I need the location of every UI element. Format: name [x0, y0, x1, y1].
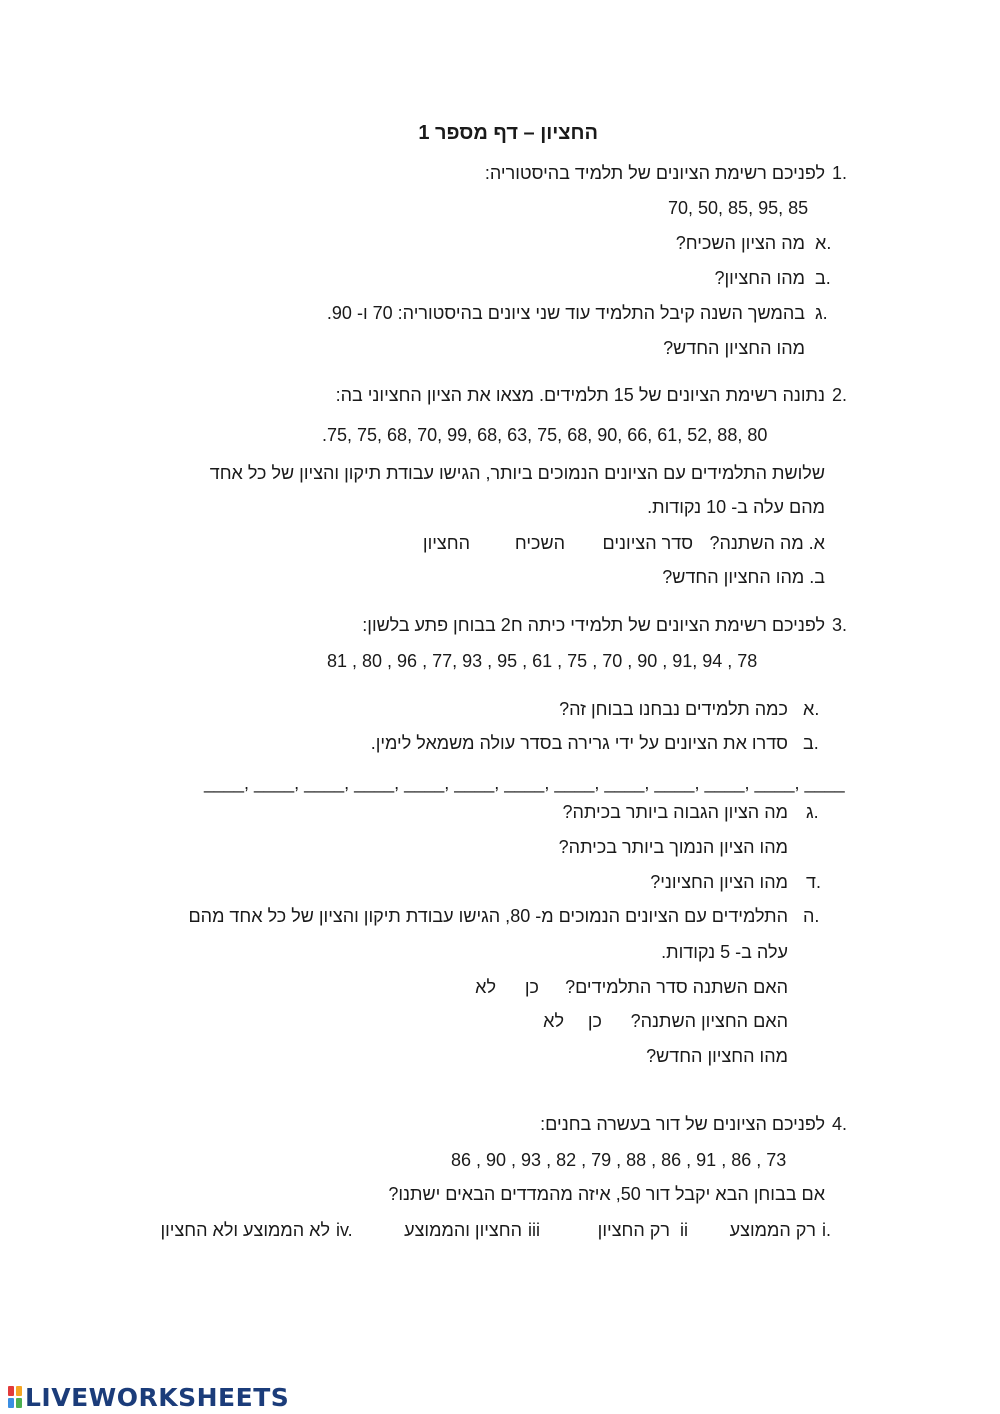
q2-option-order[interactable]: סדר הציונים — [602, 533, 693, 553]
q1-b-text: מהו החציון? — [714, 268, 805, 288]
q3-c-text: מה הציון הגבוה ביותר בכיתה? — [562, 802, 788, 822]
q3-c-label: ג. — [806, 802, 819, 822]
logo-square-blue — [8, 1398, 14, 1408]
q1-grades: 70, 50, 85, 95, 85 — [668, 198, 809, 218]
q3-e-order-yes[interactable]: כן — [524, 977, 539, 997]
q3-number: 3. — [832, 615, 848, 635]
q4-grades: 86 , 90 , 93 , 82 , 79 , 88 , 86 , 91 , 86 , 73 — [451, 1150, 787, 1170]
q2-text: נתונה רשימת הציונים של 15 תלמידים. מצאו את הציון החציוני בה: — [335, 385, 825, 405]
q3-e-label: ה. — [803, 906, 820, 926]
q4-option-ii-label: ii — [680, 1220, 688, 1240]
q3-a-text: כמה תלמידים נבחנו בבוחן זה? — [559, 699, 788, 719]
q4-option-iii-label: iii — [528, 1220, 540, 1240]
q3-c-lowest: מהו הציון הנמוך ביותר בכיתה? — [558, 837, 788, 857]
q2-option-mode[interactable]: השכיח — [514, 533, 565, 553]
q2-paragraph-line2: מהם עלה ב- 10 נקודות. — [647, 497, 825, 517]
q3-text: לפניכם רשימת הציונים של תלמידי כיתה ח2 בבוחן פתע בלשון: — [362, 615, 825, 635]
q4-option-i-label: i. — [822, 1220, 831, 1240]
logo-mark-icon — [8, 1386, 22, 1408]
q3-e-text-line2: עלה ב- 5 נקודות. — [661, 942, 788, 962]
q3-grades: 81 , 80 , 96 , 77, 93 , 95 , 61 , 75 , 70 , 90 , 91, 94 , 78 — [327, 651, 758, 671]
q3-e-median-no[interactable]: לא — [543, 1011, 564, 1031]
logo-square-red — [8, 1386, 14, 1396]
page-title: החציון – דף מספר 1 — [418, 122, 598, 144]
q2-b-text: ב. מהו החציון החדש? — [662, 567, 825, 587]
q1-number: 1. — [832, 163, 848, 183]
q3-a-label: א. — [803, 699, 820, 719]
q3-e-median-question: האם החציון השתנה? — [630, 1011, 788, 1031]
q3-e-new-median: מהו החציון החדש? — [646, 1046, 788, 1066]
q4-number: 4. — [832, 1114, 848, 1134]
q1-text: לפניכם רשימת הציונים של תלמיד בהיסטוריה: — [484, 163, 825, 183]
q3-e-median-yes[interactable]: כן — [587, 1011, 602, 1031]
q4-text: לפניכם הציונים של דור בעשרה בחנים: — [540, 1114, 825, 1134]
q4-option-ii[interactable]: רק החציון — [597, 1220, 670, 1240]
q4-option-i[interactable]: רק הממוצע — [729, 1220, 816, 1240]
q4-option-iv[interactable]: לא הממוצע ולא החציון — [160, 1220, 330, 1240]
q3-e-order-question: האם השתנה סדר התלמידים? — [565, 977, 788, 997]
q3-d-text: מהו הציון החציוני? — [650, 872, 788, 892]
q3-d-label: ד. — [806, 872, 821, 892]
q3-b-label: ב. — [803, 733, 819, 753]
q1-a-text: מה הציון השכיח? — [675, 233, 805, 253]
q2-number: 2. — [832, 385, 848, 405]
q2-grades: .75, 75, 68, 70, 99, 68, 63, 75, 68, 90, 66, 61, 52, 88, 80 — [322, 425, 768, 445]
q1-c-text: בהמשך השנה קיבל התלמיד עוד שני ציונים בהיסטוריה: 70 ו- 90. — [326, 303, 805, 323]
q4-option-iii[interactable]: החציון והממוצע — [404, 1220, 522, 1240]
q3-b-text: סדרו את הציונים על ידי גרירה בסדר עולה משמאל לימין. — [370, 733, 788, 753]
logo-text: LIVEWORKSHEETS — [25, 1382, 290, 1412]
q3-e-text: התלמידים עם הציונים הנמוכים מ- 80, הגישו עבודת תיקון והציון של כל אחד מהם — [188, 906, 788, 926]
q4-text-line2: אם בבוחן הבא יקבל דור 50, איזה מהמדדים הבאים ישתנו? — [388, 1184, 825, 1204]
liveworksheets-logo[interactable] — [8, 1380, 289, 1414]
logo-square-orange — [16, 1386, 22, 1396]
q3-e-order-no[interactable]: לא — [475, 977, 496, 997]
q2-paragraph-line1: שלושת התלמידים עם הציונים הנמוכים ביותר, הגישו עבודת תיקון והציון של כל אחד — [209, 463, 825, 483]
q1-a-label: א. — [815, 233, 832, 253]
q3-sort-blanks[interactable]: ____, ____, ____, ____, ____, ____, ____, ____, ____, ____, ____, ____, ____ — [204, 773, 845, 793]
q2-option-median[interactable]: החציון — [422, 533, 470, 553]
q1-c-label: ג. — [815, 303, 828, 323]
q1-c-new-median: מהו החציון החדש? — [663, 338, 805, 358]
q1-b-label: ב. — [815, 268, 831, 288]
logo-square-green — [16, 1398, 22, 1408]
q2-a-text: א. מה השתנה? — [709, 533, 825, 553]
q4-option-iv-label: iv. — [336, 1220, 353, 1240]
